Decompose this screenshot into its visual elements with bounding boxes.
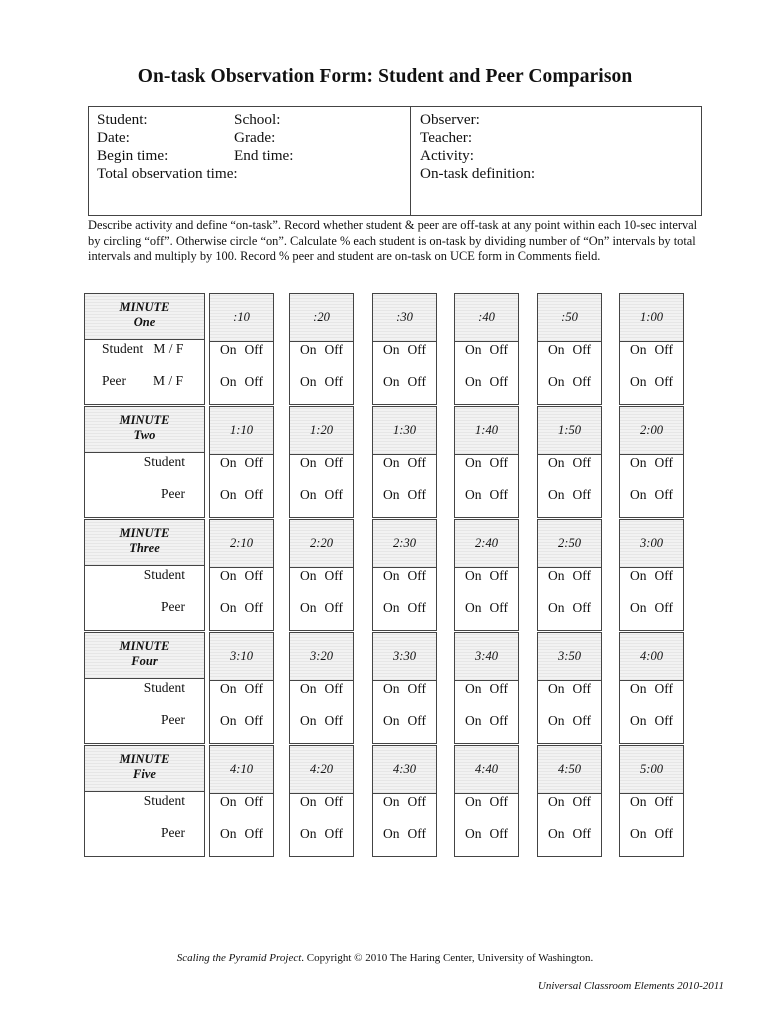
minute-section [84,293,688,405]
peer-row-label: Peer [161,825,185,840]
student-on-option[interactable]: On [220,342,237,357]
peer-off-option[interactable]: Off [244,487,263,502]
interval-time: 3:30 [373,633,436,681]
student-off-option[interactable]: Off [572,342,591,357]
minute-label: MINUTE [119,526,170,540]
interval-column [372,293,437,405]
peer-off-option[interactable]: Off [407,713,426,728]
copyright-text: . Copyright © 2010 The Haring Center, University of Washington. [301,952,594,964]
student-on-off [620,568,683,584]
peer-off-option[interactable]: Off [572,600,591,615]
student-on-off [455,568,518,584]
student-off-option[interactable]: Off [489,681,508,696]
student-on-off [538,794,601,810]
interval-time: 4:40 [455,746,518,794]
minute-section [84,632,688,744]
peer-on-off [620,487,683,503]
student-on-off [373,794,436,810]
minute-name: Five [133,767,156,781]
interval-time: 2:10 [210,520,273,568]
interval-column [619,293,684,405]
interval-time: :30 [373,294,436,342]
peer-on-option[interactable]: On [300,826,317,841]
peer-off-option[interactable]: Off [654,713,673,728]
peer-on-option[interactable]: On [383,713,400,728]
student-on-off [538,455,601,471]
student-off-option[interactable]: Off [407,681,426,696]
date-field[interactable]: Date: [97,129,130,146]
student-on-option[interactable]: On [300,681,317,696]
peer-on-off [620,826,683,842]
student-on-option[interactable]: On [548,342,565,357]
peer-on-off [290,713,353,729]
student-row-label: Student [143,680,185,695]
peer-on-option[interactable]: On [465,713,482,728]
form-title: On-task Observation Form: Student and Peer Comparison [137,66,633,87]
student-row-label: Student [143,793,185,808]
peer-on-off [620,374,683,390]
student-on-option[interactable]: On [300,568,317,583]
peer-off-option[interactable]: Off [489,374,508,389]
peer-on-option[interactable]: On [548,713,565,728]
interval-column [537,293,602,405]
student-on-option[interactable]: On [383,342,400,357]
interval-time: 2:20 [290,520,353,568]
student-on-option[interactable]: On [548,568,565,583]
peer-on-option[interactable]: On [220,713,237,728]
interval-time: 1:00 [620,294,683,342]
student-on-option[interactable]: On [465,794,482,809]
minute-header [84,519,205,566]
student-off-option[interactable]: Off [244,794,263,809]
minute-label: MINUTE [119,639,170,653]
peer-off-option[interactable]: Off [407,826,426,841]
info-divider [410,107,411,215]
interval-time: 1:20 [290,407,353,455]
peer-on-option[interactable]: On [220,374,237,389]
interval-column [289,745,354,857]
row-labels [84,792,205,857]
peer-on-off [455,374,518,390]
student-on-option[interactable]: On [220,568,237,583]
interval-time: 1:30 [373,407,436,455]
row-labels [84,340,205,405]
interval-time: 4:50 [538,746,601,794]
student-on-option[interactable]: On [383,794,400,809]
peer-off-option[interactable]: Off [407,374,426,389]
student-on-off [210,681,273,697]
minute-header [84,745,205,792]
minute-name: Two [133,428,156,442]
interval-column [289,632,354,744]
interval-time: :40 [455,294,518,342]
footer-copyright [0,952,770,964]
peer-on-off [210,826,273,842]
interval-column [372,632,437,744]
peer-off-option[interactable]: Off [572,826,591,841]
interval-column [537,632,602,744]
minute-section [84,406,688,518]
interval-column [454,293,519,405]
student-on-off [290,455,353,471]
minute-label: MINUTE [119,300,170,314]
peer-on-option[interactable]: On [630,713,647,728]
interval-column [372,519,437,631]
peer-on-off [290,487,353,503]
student-on-option[interactable]: On [548,681,565,696]
student-on-option[interactable]: On [300,794,317,809]
interval-time: 1:40 [455,407,518,455]
interval-time: 2:50 [538,520,601,568]
student-off-option[interactable]: Off [489,455,508,470]
minute-name: Three [129,541,160,555]
interval-time: 3:50 [538,633,601,681]
peer-off-option[interactable]: Off [244,826,263,841]
peer-on-off [373,600,436,616]
student-on-off [373,681,436,697]
student-off-option[interactable]: Off [572,455,591,470]
student-off-option[interactable]: Off [572,681,591,696]
student-off-option[interactable]: Off [654,568,673,583]
student-off-option[interactable]: Off [572,568,591,583]
peer-off-option[interactable]: Off [654,487,673,502]
definition-field[interactable]: On-task definition: [420,165,536,182]
student-on-option[interactable]: On [220,794,237,809]
interval-time: 4:10 [210,746,273,794]
student-on-option[interactable]: On [465,681,482,696]
student-on-off [455,342,518,358]
school-field[interactable]: School: [234,111,281,128]
interval-time: :10 [210,294,273,342]
interval-time: 2:40 [455,520,518,568]
row-labels [84,566,205,631]
student-on-off [373,455,436,471]
peer-on-off [538,713,601,729]
student-field[interactable]: Student: [97,111,148,128]
project-name: Scaling the Pyramid Project [176,952,302,964]
peer-on-option[interactable]: On [220,600,237,615]
peer-row-label: Peer [161,712,185,727]
peer-on-option[interactable]: On [300,487,317,502]
peer-on-off [210,600,273,616]
peer-on-off [373,826,436,842]
student-on-off [455,794,518,810]
interval-time: 4:00 [620,633,683,681]
student-off-option[interactable]: Off [324,342,343,357]
peer-on-off [455,487,518,503]
student-on-option[interactable]: On [383,681,400,696]
interval-time: 1:10 [210,407,273,455]
peer-row-label: Peer M / F [102,373,183,388]
student-on-off [373,342,436,358]
peer-on-off [455,713,518,729]
minute-name: One [133,315,156,329]
peer-on-off [538,487,601,503]
peer-off-option[interactable]: Off [654,826,673,841]
minute-section [84,745,688,857]
student-on-off [455,681,518,697]
student-off-option[interactable]: Off [489,568,508,583]
student-on-off [290,681,353,697]
interval-time: 3:40 [455,633,518,681]
interval-column [209,519,274,631]
peer-on-option[interactable]: On [548,826,565,841]
peer-on-off [538,374,601,390]
student-off-option[interactable]: Off [654,342,673,357]
peer-row-label: Peer [161,599,185,614]
peer-on-option[interactable]: On [383,826,400,841]
peer-on-option[interactable]: On [220,826,237,841]
interval-column [537,406,602,518]
total-time-field[interactable]: Total observation time: [97,165,238,182]
student-on-off [538,681,601,697]
peer-on-option[interactable]: On [630,374,647,389]
student-off-option[interactable]: Off [654,455,673,470]
peer-on-option[interactable]: On [300,374,317,389]
peer-off-option[interactable]: Off [244,600,263,615]
interval-time: 1:50 [538,407,601,455]
interval-time: :50 [538,294,601,342]
peer-on-option[interactable]: On [548,600,565,615]
student-off-option[interactable]: Off [407,455,426,470]
interval-time: 4:30 [373,746,436,794]
peer-on-option[interactable]: On [220,487,237,502]
student-row-label: Student M / F [102,341,184,356]
student-off-option[interactable]: Off [407,794,426,809]
student-off-option[interactable]: Off [324,568,343,583]
student-off-option[interactable]: Off [654,794,673,809]
interval-column [289,406,354,518]
student-off-option[interactable]: Off [324,681,343,696]
interval-column [209,293,274,405]
peer-on-off [210,713,273,729]
student-on-off [210,568,273,584]
student-off-option[interactable]: Off [244,568,263,583]
student-on-off [455,455,518,471]
row-labels [84,679,205,744]
interval-column [454,632,519,744]
peer-off-option[interactable]: Off [489,600,508,615]
peer-off-option[interactable]: Off [654,600,673,615]
peer-off-option[interactable]: Off [654,374,673,389]
interval-column [619,519,684,631]
student-on-option[interactable]: On [630,681,647,696]
student-on-option[interactable]: On [465,455,482,470]
peer-on-option[interactable]: On [630,826,647,841]
interval-column [372,745,437,857]
student-off-option[interactable]: Off [407,342,426,357]
peer-on-option[interactable]: On [548,374,565,389]
interval-column [289,293,354,405]
student-on-option[interactable]: On [630,342,647,357]
peer-off-option[interactable]: Off [324,487,343,502]
student-off-option[interactable]: Off [572,794,591,809]
student-on-off [373,568,436,584]
peer-on-off [210,487,273,503]
peer-off-option[interactable]: Off [489,713,508,728]
interval-time: 3:00 [620,520,683,568]
peer-on-off [210,374,273,390]
peer-on-option[interactable]: On [465,600,482,615]
student-on-off [290,794,353,810]
interval-column [289,519,354,631]
student-on-option[interactable]: On [220,455,237,470]
peer-on-off [455,826,518,842]
peer-off-option[interactable]: Off [324,600,343,615]
interval-time: 2:30 [373,520,436,568]
student-on-off [620,794,683,810]
teacher-field[interactable]: Teacher: [420,129,473,146]
interval-time: 2:00 [620,407,683,455]
student-on-off [538,342,601,358]
student-on-off [210,342,273,358]
activity-field[interactable]: Activity: [420,147,474,164]
student-off-option[interactable]: Off [244,455,263,470]
student-on-option[interactable]: On [548,455,565,470]
peer-off-option[interactable]: Off [407,600,426,615]
peer-off-option[interactable]: Off [572,487,591,502]
minute-section [84,519,688,631]
peer-on-option[interactable]: On [383,487,400,502]
interval-column [209,745,274,857]
student-on-option[interactable]: On [220,681,237,696]
peer-off-option[interactable]: Off [244,713,263,728]
student-on-option[interactable]: On [383,568,400,583]
peer-off-option[interactable]: Off [489,826,508,841]
minute-header [84,293,205,340]
peer-on-off [373,374,436,390]
interval-column [454,406,519,518]
peer-on-off [290,374,353,390]
student-on-off [290,568,353,584]
interval-column [537,745,602,857]
student-on-option[interactable]: On [465,342,482,357]
student-on-off [538,568,601,584]
peer-on-option[interactable]: On [300,713,317,728]
peer-on-off [620,600,683,616]
info-box [88,106,702,216]
interval-time: 3:10 [210,633,273,681]
peer-on-off [290,600,353,616]
interval-time: 5:00 [620,746,683,794]
student-off-option[interactable]: Off [324,455,343,470]
peer-on-off [620,713,683,729]
peer-off-option[interactable]: Off [324,713,343,728]
student-on-option[interactable]: On [300,455,317,470]
peer-on-off [538,600,601,616]
student-row-label: Student [143,567,185,582]
interval-column [537,519,602,631]
peer-on-option[interactable]: On [630,600,647,615]
peer-on-off [538,826,601,842]
minute-label: MINUTE [119,413,170,427]
student-off-option[interactable]: Off [407,568,426,583]
minute-header [84,632,205,679]
student-on-off [620,455,683,471]
grade-field[interactable]: Grade: [234,129,276,146]
interval-column [372,406,437,518]
end-time-field[interactable]: End time: [234,147,294,164]
interval-column [619,745,684,857]
student-off-option[interactable]: Off [324,794,343,809]
student-on-option[interactable]: On [630,794,647,809]
peer-on-option[interactable]: On [465,487,482,502]
peer-off-option[interactable]: Off [572,374,591,389]
begin-time-field[interactable]: Begin time: [97,147,169,164]
footer-elements: Universal Classroom Elements 2010-2011 [537,980,724,992]
minute-label: MINUTE [119,752,170,766]
peer-on-off [373,713,436,729]
peer-off-option[interactable]: Off [407,487,426,502]
student-on-option[interactable]: On [300,342,317,357]
peer-on-off [373,487,436,503]
student-on-option[interactable]: On [548,794,565,809]
interval-time: :20 [290,294,353,342]
student-row-label: Student [143,454,185,469]
peer-on-option[interactable]: On [548,487,565,502]
peer-on-off [290,826,353,842]
student-off-option[interactable]: Off [654,681,673,696]
interval-time: 4:20 [290,746,353,794]
peer-on-option[interactable]: On [465,826,482,841]
observer-field[interactable]: Observer: [420,111,480,128]
student-on-off [210,794,273,810]
student-on-off [620,681,683,697]
student-off-option[interactable]: Off [489,342,508,357]
interval-column [209,632,274,744]
interval-column [209,406,274,518]
interval-column [454,745,519,857]
peer-on-option[interactable]: On [465,374,482,389]
student-on-off [290,342,353,358]
interval-column [619,632,684,744]
peer-off-option[interactable]: Off [324,826,343,841]
interval-column [454,519,519,631]
student-off-option[interactable]: Off [244,681,263,696]
student-on-off [210,455,273,471]
interval-column [619,406,684,518]
peer-row-label: Peer [161,486,185,501]
student-on-off [620,342,683,358]
student-on-option[interactable]: On [383,455,400,470]
peer-off-option[interactable]: Off [489,487,508,502]
peer-on-option[interactable]: On [383,374,400,389]
student-on-option[interactable]: On [465,568,482,583]
peer-on-option[interactable]: On [383,600,400,615]
minute-name: Four [131,654,158,668]
peer-on-option[interactable]: On [630,487,647,502]
student-off-option[interactable]: Off [244,342,263,357]
peer-on-off [455,600,518,616]
student-on-option[interactable]: On [630,568,647,583]
peer-off-option[interactable]: Off [324,374,343,389]
peer-on-option[interactable]: On [300,600,317,615]
row-labels [84,453,205,518]
instructions: Describe activity and define “on-task”. Record whether student & peer are off-task at any point within each 10-sec interval by circling “off”. Otherwise circle “on”. Calculate % each student is on-task by dividing number of “On” intervals by total intervals and multiply by 100. Record % peer and student are on-task on UCE form in Comments field. [88,218,698,263]
peer-off-option[interactable]: Off [244,374,263,389]
minute-header [84,406,205,453]
student-off-option[interactable]: Off [489,794,508,809]
interval-time: 3:20 [290,633,353,681]
peer-off-option[interactable]: Off [572,713,591,728]
student-on-option[interactable]: On [630,455,647,470]
